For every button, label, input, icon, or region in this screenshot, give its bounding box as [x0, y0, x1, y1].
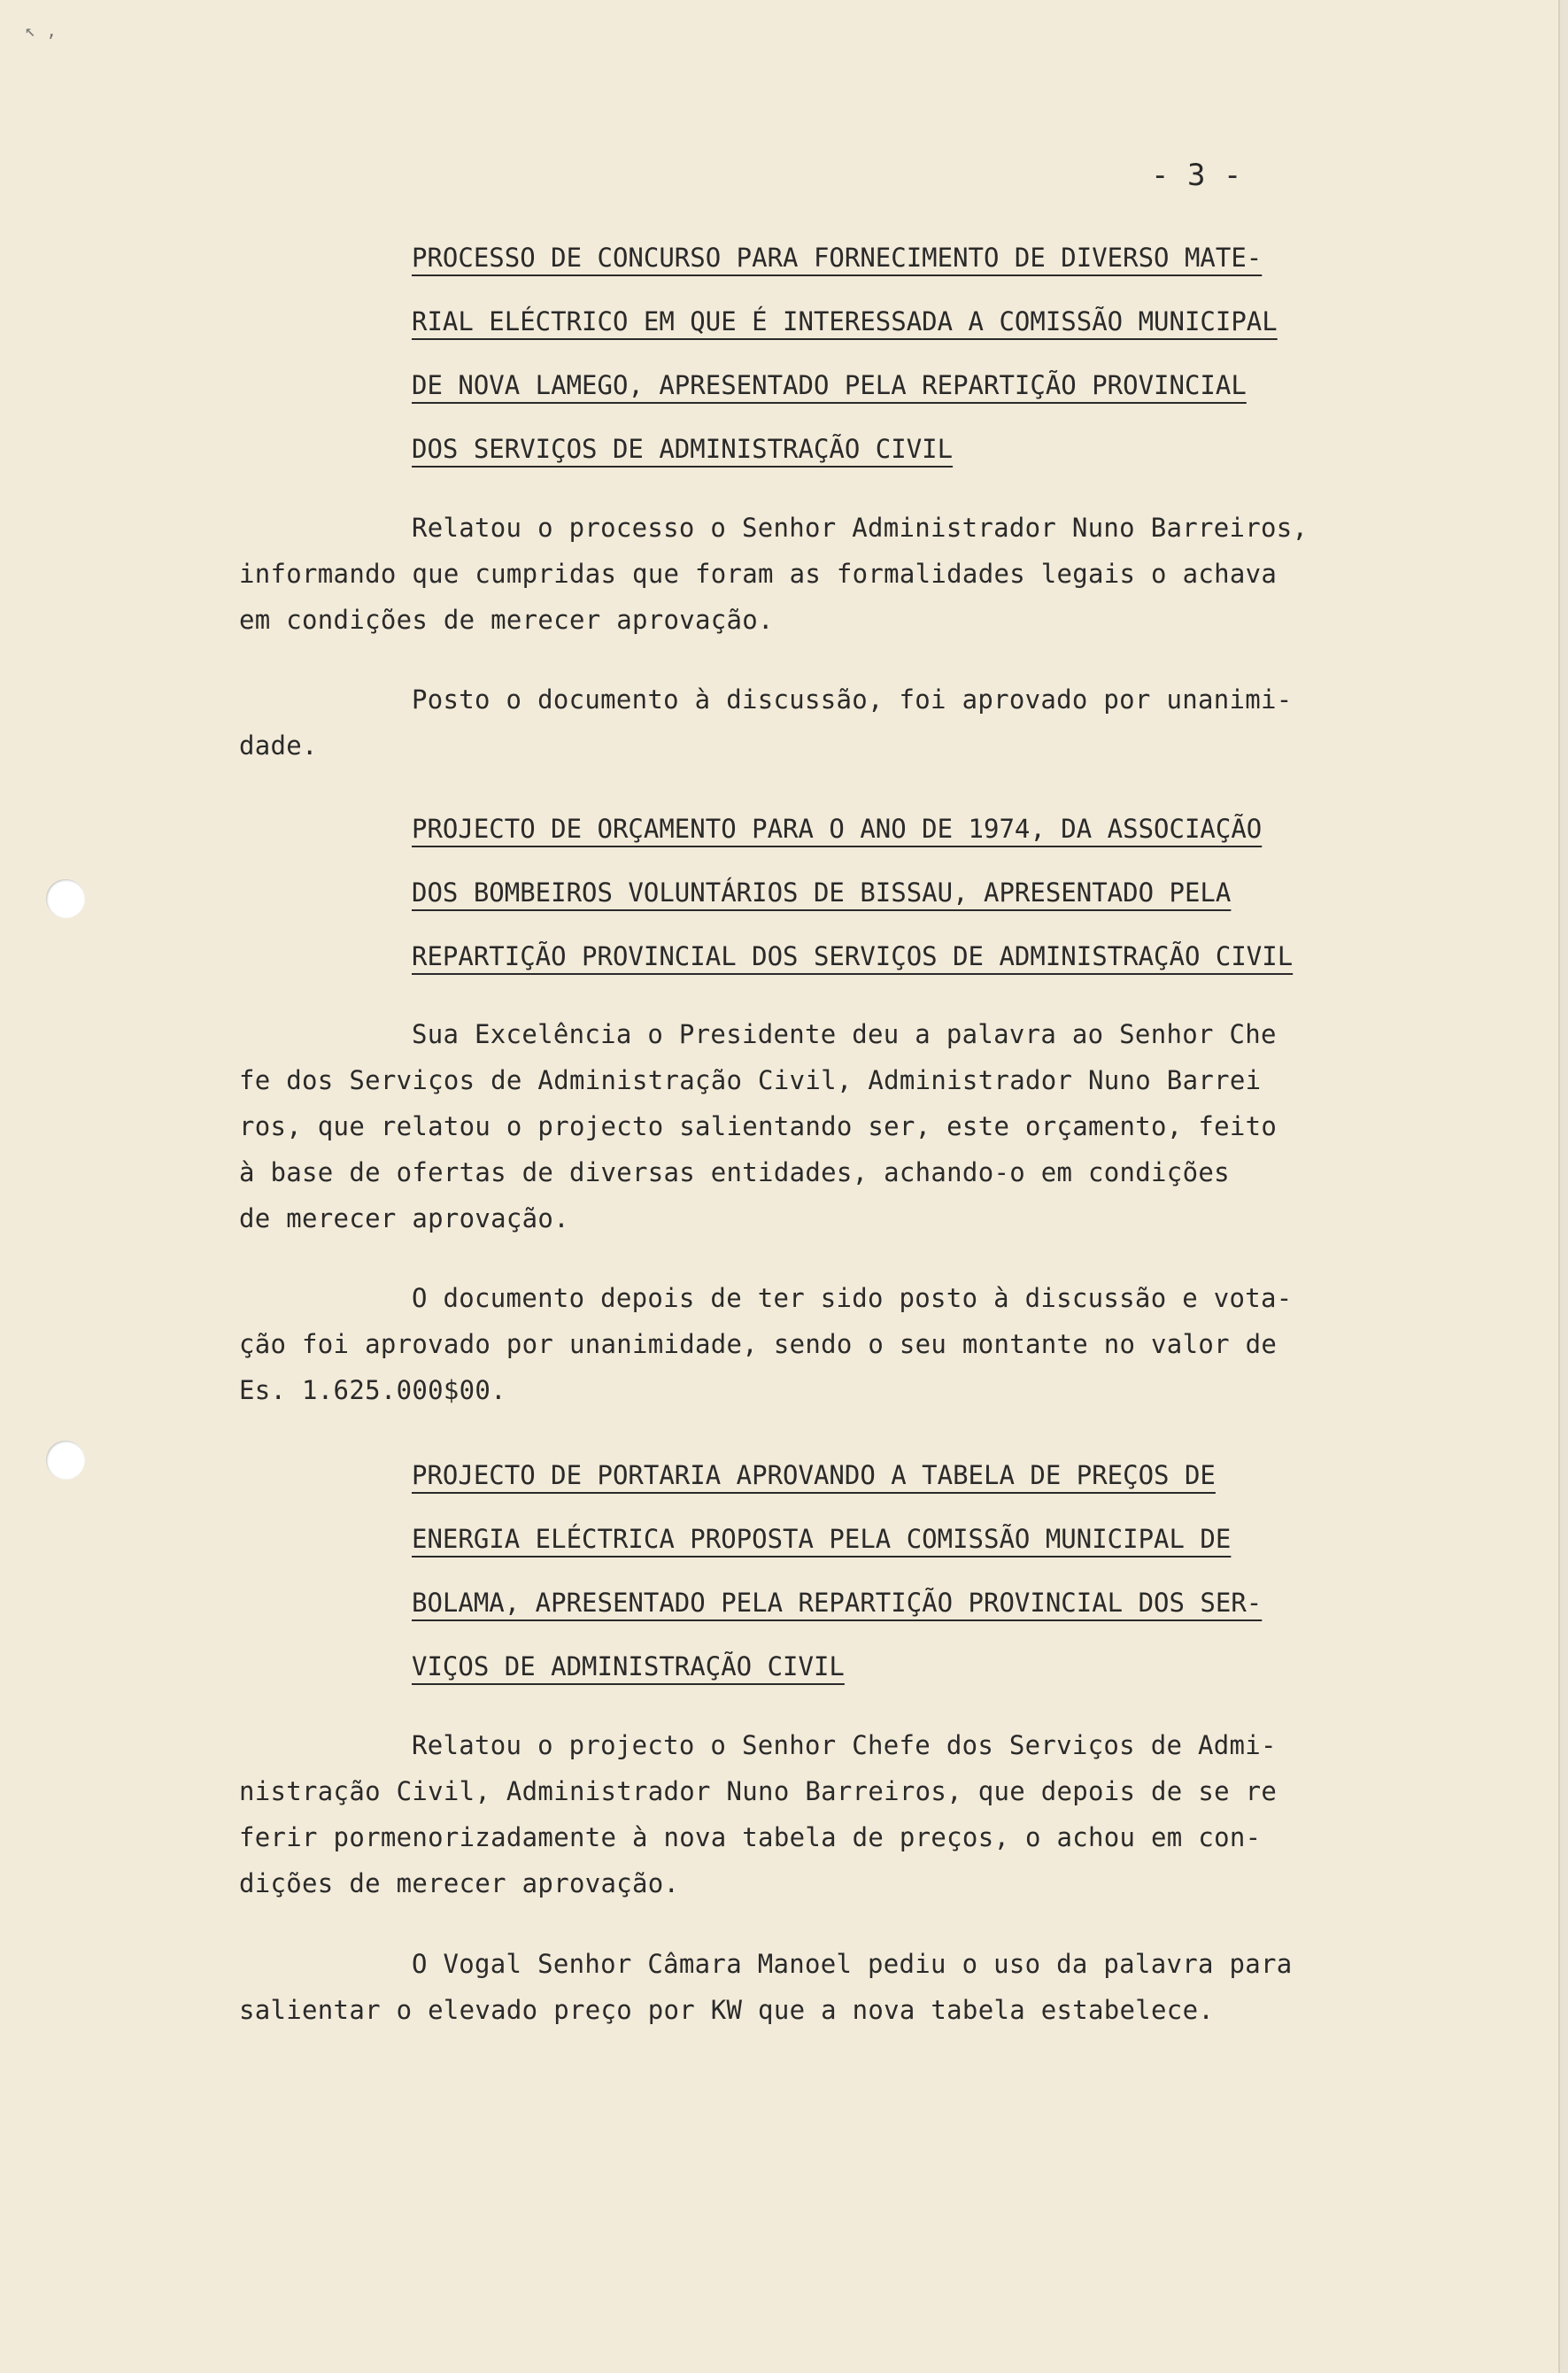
text-line: O documento depois de ter sido posto à discussão e vota- — [412, 1283, 1293, 1313]
text-line: dições de merecer aprovação. — [239, 1868, 680, 1898]
text-line: Relatou o processo o Senhor Administrador Nuno Barreiros, — [412, 513, 1309, 543]
text-line: Es. 1.625.000$00. — [239, 1375, 506, 1405]
heading-line: RIAL ELÉCTRICO EM QUE É INTERESSADA A COMISSÃO MUNICIPAL — [412, 306, 1278, 336]
text-line: Relatou o projecto o Senhor Chefe dos Serviços de Admi- — [412, 1730, 1277, 1760]
paragraph — [239, 676, 1408, 769]
text-line: à base de ofertas de diversas entidades, achando-o em condições — [239, 1157, 1230, 1187]
text-line: fe dos Serviços de Administração Civil, Administrador Nuno Barrei — [239, 1065, 1262, 1095]
text-line: salientar o elevado preço por KW que a nova tabela estabelece. — [239, 1995, 1215, 2025]
text-line: dade. — [239, 730, 318, 761]
heading-line: ENERGIA ELÉCTRICA PROPOSTA PELA COMISSÃO MUNICIPAL DE — [412, 1524, 1232, 1554]
paragraph — [239, 1722, 1408, 1906]
heading-line: PROJECTO DE PORTARIA APROVANDO A TABELA DE PREÇOS DE — [412, 1460, 1216, 1490]
text-line: Sua Excelência o Presidente deu a palavra ao Senhor Che — [412, 1019, 1277, 1049]
text-line: informando que cumpridas que foram as formalidades legais o achava — [239, 559, 1278, 589]
text-line: ferir pormenorizadamente à nova tabela de preços, o achou em con- — [239, 1822, 1262, 1852]
text-line: em condições de merecer aprovação. — [239, 605, 774, 635]
heading-line: VIÇOS DE ADMINISTRAÇÃO CIVIL — [412, 1651, 845, 1681]
heading-line: PROCESSO DE CONCURSO PARA FORNECIMENTO DE DIVERSO MATE- — [412, 243, 1263, 273]
text-line: Posto o documento à discussão, foi aprovado por unanimi- — [412, 684, 1293, 715]
text-line: de merecer aprovação. — [239, 1203, 569, 1233]
heading-line: PROJECTO DE ORÇAMENTO PARA O ANO DE 1974, DA ASSOCIAÇÃO — [412, 814, 1263, 844]
heading-line: DE NOVA LAMEGO, APRESENTADO PELA REPARTIÇÃO PROVINCIAL — [412, 370, 1247, 400]
text-line: nistração Civil, Administrador Nuno Barreiros, que depois de se re — [239, 1776, 1278, 1806]
heading-line: REPARTIÇÃO PROVINCIAL DOS SERVIÇOS DE ADMINISTRAÇÃO CIVIL — [412, 941, 1294, 971]
punch-hole — [46, 879, 85, 918]
heading-line: DOS SERVIÇOS DE ADMINISTRAÇÃO CIVIL — [412, 434, 954, 464]
text-line: ção foi aprovado por unanimidade, sendo o seu montante no valor de — [239, 1329, 1278, 1359]
corner-mark: ↖ , — [25, 19, 58, 41]
punch-hole — [46, 1441, 85, 1480]
paragraph — [239, 1011, 1408, 1241]
section-heading — [412, 1443, 1403, 1698]
paragraph — [239, 505, 1408, 643]
heading-line: DOS BOMBEIROS VOLUNTÁRIOS DE BISSAU, APRESENTADO PELA — [412, 877, 1232, 908]
paragraph — [239, 1941, 1408, 2033]
text-line: ros, que relatou o projecto salientando ser, este orçamento, feito — [239, 1111, 1278, 1141]
paragraph — [239, 1275, 1408, 1413]
section-heading — [412, 226, 1403, 481]
section-heading — [412, 797, 1403, 988]
heading-line: BOLAMA, APRESENTADO PELA REPARTIÇÃO PROVINCIAL DOS SER- — [412, 1588, 1263, 1618]
page-number: - 3 - — [1151, 158, 1242, 193]
text-line: O Vogal Senhor Câmara Manoel pediu o uso da palavra para — [412, 1949, 1293, 1979]
